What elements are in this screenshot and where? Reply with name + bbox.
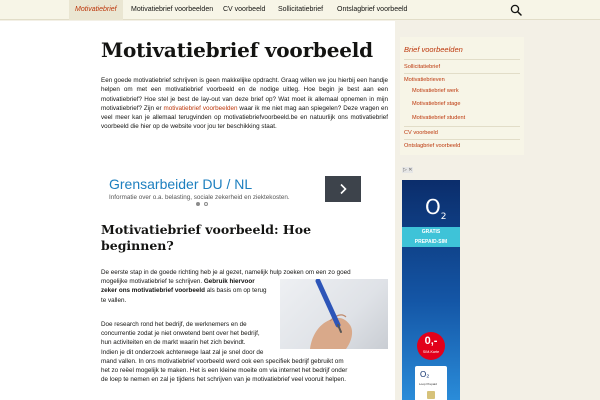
paragraph-line: de loep te nemen en zal je tijdens het schrijven van je motivatiebrief veel vooruit helpen. <box>101 376 347 384</box>
nav-item-motivatiebrief-voorbeelden[interactable]: Motivatiebrief voorbeelden <box>131 6 214 13</box>
intro-text-continued: waar ik me niet mag aan spiegelen? Deze vragen en veel meer kan je allemaal terugvinden op motivatiebriefvoorbeeld.be en natuurlijk ons motivatiebrief voorbeeld die hier op de website voor jou ter beschikking staat. <box>101 104 388 131</box>
ad-choices-icon[interactable]: ▷ ✕ <box>403 167 413 173</box>
sidebar-link-motivatiebrief-werk[interactable]: Motivatiebrief werk <box>412 88 459 94</box>
nav-item-ontslagbrief-voorbeeld[interactable]: Ontslagbrief voorbeeld <box>337 6 408 13</box>
price-label: SIM-Karte <box>422 350 440 354</box>
paragraph-line: hun activiteiten en de markt waarin het zich bevindt. <box>101 339 246 347</box>
sim-card-image <box>415 366 447 400</box>
o2-logo-letter: O <box>425 195 441 219</box>
intro-paragraph <box>101 76 388 132</box>
paragraph-line: het zo reëel mogelijk te maken. Het is een kleine moeite om via internet het bedrijf onder <box>101 367 348 375</box>
section-heading: Motivatiebrief voorbeeld: Hoe beginnen? <box>101 222 312 253</box>
paragraph-line: Indien je dit onderzoek achterwege laat zal je snel door de <box>101 348 264 356</box>
prepaid-line: GRATIS <box>421 229 441 235</box>
paragraph-2 <box>101 320 391 384</box>
o2-logo-sub: 2 <box>440 212 447 222</box>
divider <box>404 59 520 60</box>
price-badge <box>417 332 445 360</box>
divider <box>404 126 520 127</box>
sidebar-title: Brief voorbeelden <box>404 45 463 54</box>
o2-logo <box>425 195 446 222</box>
sidebar-link-cv-voorbeeld[interactable]: CV voorbeeld <box>404 130 438 136</box>
intro-text: Een goede motivatiebrief schrijven is geen makkelijke opdracht. Graag willen we jou hierbij een handje helpen om met een motivatiebrief voorbeeld en de nodige uitleg. Hoe begin je best aan een motivatiebrief? Hoe stel je best de lay-out van deze brief op? Wat moet ik allemaal opnemen in mijn motivatiebrief? Zijn er <box>101 77 388 112</box>
paragraph-line: Doe research rond het bedrijf, de werknemers en de <box>101 321 247 328</box>
carousel-dot-active[interactable] <box>196 202 200 206</box>
sidebar-link-motivatiebrief-stage[interactable]: Motivatiebrief stage <box>412 101 461 107</box>
divider <box>404 139 520 140</box>
nav-item-sollicitatiebrief[interactable]: Sollicitatiebrief <box>278 6 324 13</box>
intro-link-motivatiebrief-voorbeelden[interactable]: motivatiebrief voorbeelden <box>163 104 238 112</box>
price-value: 0,- <box>424 335 438 347</box>
chevron-right-icon <box>337 183 349 195</box>
search-icon[interactable] <box>510 4 522 16</box>
paragraph-line: mand vallen. In ons motivatiebrief voorbeeld werd ook een specifiek bedrijf gebruikt om <box>101 357 344 365</box>
sim-logo: O₂ <box>420 370 430 379</box>
sim-text: Loop Prepaid <box>419 382 437 386</box>
sidebar-link-motivatiebrief-student[interactable]: Motivatiebrief student <box>412 115 466 121</box>
nav-item-motivatiebrief[interactable]: Motivatiebrief <box>69 0 123 20</box>
prepaid-band <box>402 227 460 247</box>
o2-sim-ad[interactable] <box>402 180 460 400</box>
bold-text: zeker ons motivatiebrief voorbeeld <box>101 287 205 295</box>
paragraph-line: mogelijke motivatiebrief te schrijven. <box>101 278 203 286</box>
top-navigation <box>0 0 600 20</box>
page-title: Motivatiebrief voorbeeld <box>101 38 373 62</box>
sidebar-link-sollicitatiebrief[interactable]: Sollicitatiebrief <box>404 64 441 70</box>
banner-next-button[interactable] <box>325 176 361 202</box>
banner-title[interactable]: Grensarbeider DU / NL <box>109 176 253 192</box>
paragraph-line: concurrentie zodat je niet onwetend bent over het bedrijf, <box>101 330 260 338</box>
sidebar-widget <box>400 37 524 155</box>
sim-chip-icon <box>427 391 435 399</box>
paragraph-line: als basis om op terug <box>206 287 267 295</box>
carousel-dot[interactable] <box>204 202 208 206</box>
sidebar-link-ontslagbrief-voorbeeld[interactable]: Ontslagbrief voorbeeld <box>404 143 461 149</box>
paragraph-line: De eerste stap in de goede richting heb je al gezet, namelijk hulp zoeken om een zo goed <box>101 269 351 276</box>
divider <box>404 73 520 74</box>
banner-subtitle: Informatie over o.a. belasting, sociale zekerheid en ziektekosten. <box>109 194 290 201</box>
banner-ad[interactable] <box>101 174 388 210</box>
nav-item-cv-voorbeeld[interactable]: CV voorbeeld <box>223 6 266 13</box>
sidebar-link-motivatiebrieven[interactable]: Motivatiebrieven <box>404 77 445 83</box>
bold-text: Gebruik hiervoor <box>203 278 255 286</box>
prepaid-line: PREPAID-SIM <box>414 239 448 245</box>
paragraph-line: te vallen. <box>101 296 127 304</box>
